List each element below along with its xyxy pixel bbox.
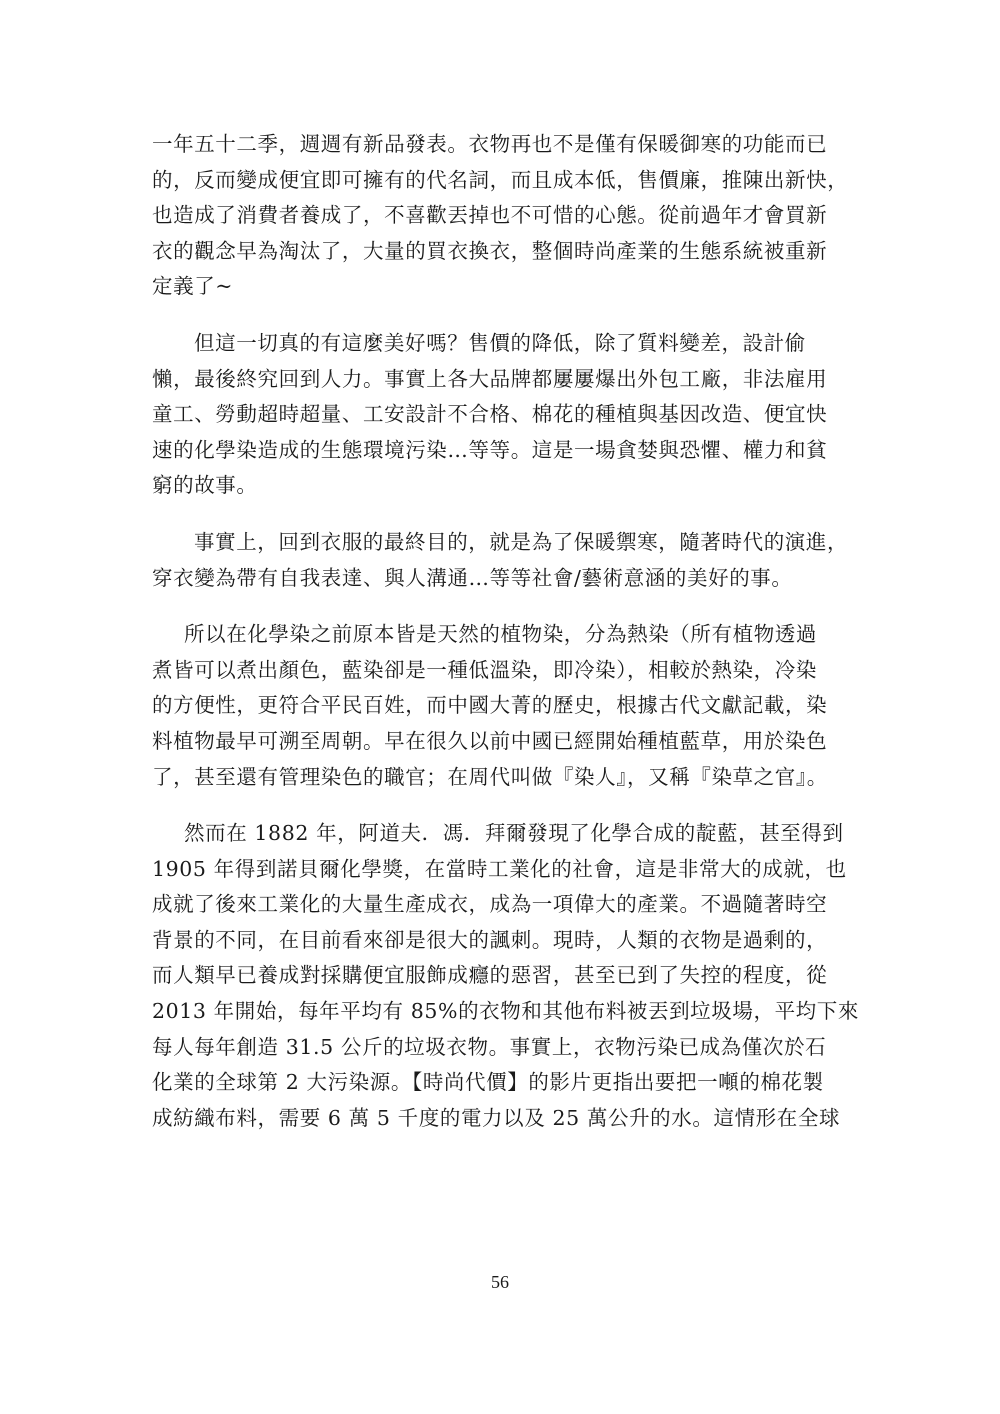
text-line: 1905 年得到諾貝爾化學獎，在當時工業化的社會，這是非常大的成就，也 bbox=[152, 856, 847, 881]
text-line: 童工、勞動超時超量、工安設計不合格、棉花的種植與基因改造、便宜快 bbox=[152, 402, 828, 427]
body-text bbox=[152, 127, 859, 1136]
text-line: 煮皆可以煮出顏色，藍染卻是一種低溫染，即冷染），相較於熱染，冷染 bbox=[152, 657, 817, 682]
text-line: 衣的觀念早為淘汰了，大量的買衣換衣，整個時尚產業的生態系統被重新 bbox=[152, 238, 828, 263]
text-line: 定義了~ bbox=[152, 274, 234, 299]
text-line: 化業的全球第 2 大污染源。【時尚代價】的影片更指出要把一噸的棉花製 bbox=[152, 1070, 824, 1095]
text-line: 而人類早已養成對採購便宜服飾成癮的惡習，甚至已到了失控的程度，從 bbox=[152, 963, 828, 988]
paragraph-5 bbox=[152, 816, 859, 1136]
paragraph-gap bbox=[152, 596, 852, 617]
text-line: 料植物最早可溯至周朝。早在很久以前中國已經開始種植藍草，用於染色 bbox=[152, 728, 828, 753]
text-line: 然而在 1882 年，阿道夫．馮．拜爾發現了化學合成的靛藍，甚至得到 bbox=[184, 821, 844, 846]
paragraph-1 bbox=[152, 127, 852, 305]
paragraph-gap bbox=[152, 504, 852, 525]
text-line: 成就了後來工業化的大量生產成衣，成為一項偉大的產業。不過隨著時空 bbox=[152, 892, 828, 917]
paragraph-3 bbox=[152, 525, 852, 596]
text-line: 事實上，回到衣服的最終目的，就是為了保暖禦寒，隨著時代的演進， bbox=[194, 529, 849, 554]
text-line: 也造成了消費者養成了，不喜歡丟掉也不可惜的心態。從前過年才會買新 bbox=[152, 203, 828, 228]
text-line: 的，反而變成便宜即可擁有的代名詞，而且成本低，售價廉，推陳出新快， bbox=[152, 167, 849, 192]
text-line: 窮的故事。 bbox=[152, 473, 258, 498]
text-line: 一年五十二季，週週有新品發表。衣物再也不是僅有保暖御寒的功能而已 bbox=[152, 132, 828, 156]
text-line: 背景的不同，在目前看來卻是很大的諷刺。現時，人類的衣物是過剩的， bbox=[152, 927, 828, 952]
text-line: 速的化學染造成的生態環境污染…等等。這是一場貪婪與恐懼、權力和貧 bbox=[152, 437, 828, 462]
paragraph-gap bbox=[152, 795, 852, 816]
page-number: 56 bbox=[491, 1272, 509, 1292]
text-line: 成紡織布料，需要 6 萬 5 千度的電力以及 25 萬公升的水。這情形在全球 bbox=[152, 1105, 841, 1130]
text-line: 了，甚至還有管理染色的職官；在周代叫做『染人』，又稱『染草之官』。 bbox=[152, 764, 828, 789]
text-line: 2013 年開始，每年平均有 85%的衣物和其他布料被丟到垃圾場，平均下來 bbox=[152, 999, 859, 1024]
text-line: 的方便性，更符合平民百姓，而中國大菁的歷史，根據古代文獻記載，染 bbox=[152, 693, 828, 718]
text-line: 懶，最後終究回到人力。事實上各大品牌都屢屢爆出外包工廠，非法雇用 bbox=[152, 366, 828, 391]
text-line: 穿衣變為帶有自我表達、與人溝通…等等社會/藝術意涵的美好的事。 bbox=[152, 565, 793, 590]
text-line: 但這一切真的有這麼美好嗎？售價的降低，除了質料變差，設計偷 bbox=[194, 330, 806, 355]
paragraph-gap bbox=[152, 305, 852, 326]
paragraph-4 bbox=[152, 617, 852, 795]
text-line: 每人每年創造 31.5 公斤的垃圾衣物。事實上，衣物污染已成為僅次於石 bbox=[152, 1034, 827, 1059]
text-line: 所以在化學染之前原本皆是天然的植物染，分為熱染（所有植物透過 bbox=[184, 622, 817, 647]
paragraph-2 bbox=[152, 326, 852, 504]
